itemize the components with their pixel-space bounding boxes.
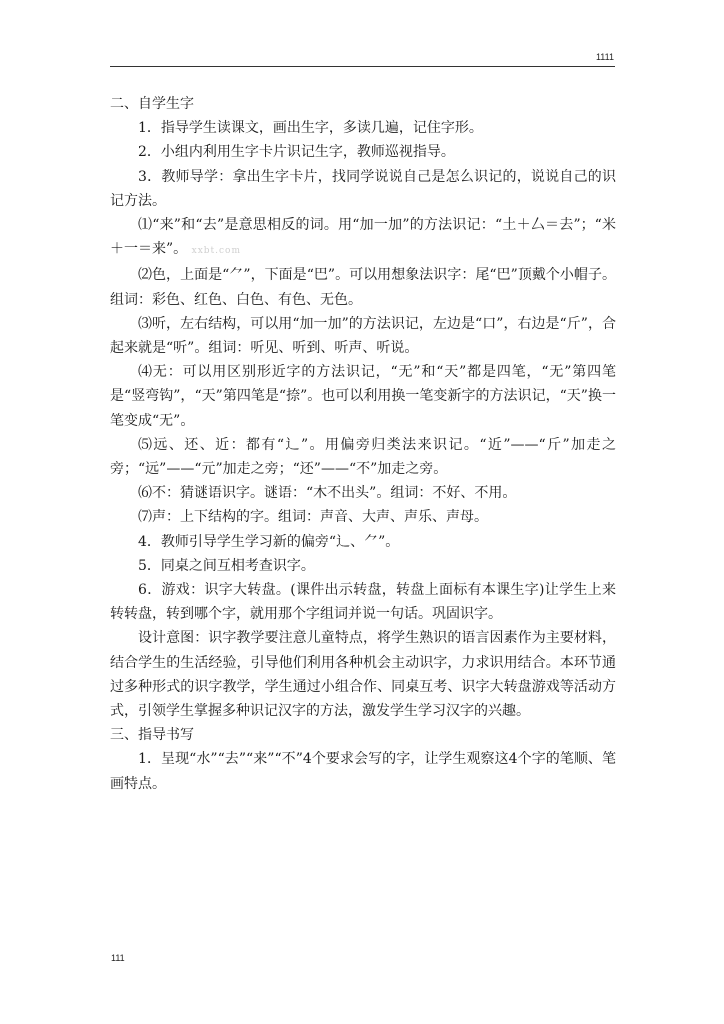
paragraph: 6．游戏：识字大转盘。(课件出示转盘，转盘上面标有本课生字)让学生上来转转盘，转到哪个字，就用那个字组词并说一句话。巩固识字。 (110, 582, 616, 623)
paragraph-text: ⑴“来”和“去”是意思相反的词。用“加一加”的方法识记：“土＋厶＝去”；“米＋一＝来”。 (110, 217, 616, 258)
section-heading: 三、指导书写 (110, 727, 194, 744)
design-intent-paragraph: 设计意图：识字教学要注意儿童特点，将学生熟识的语言因素作为主要材料，结合学生的生活经验，引导他们利用各种机会主动识字，力求识用结合。本环节通过多种形式的识字教学，学生通过小组合作、同桌互考、识字大转盘游戏等活动方式，引领学生掌握多种识记汉字的方法，激发学生学习汉字的兴趣。 (110, 630, 616, 720)
paragraph: 3．教师导学：拿出生字卡片，找同学说说自己是怎么识记的，说说自己的识记方法。 (110, 168, 616, 209)
paragraph: 2．小组内利用生字卡片识记生字，教师巡视指导。 (138, 144, 455, 161)
paragraph: ⑶听，左右结构，可以用“加一加”的方法识记，左边是“口”，右边是“斤”，合起来就是“听”。组词：听见、听到、听声、听说。 (110, 315, 616, 357)
paragraph: 4．教师引导学生学习新的偏旁“辶、⺈”。 (138, 533, 400, 550)
paragraph: ⑵色，上面是“⺈”，下面是“巴”。可以用想象法识字：尾“巴”顶戴个小帽子。组词：彩色、红色、白色、有色、无色。 (110, 267, 616, 308)
paragraph: 1．呈现“水”“去”“来”“不”4个要求会写的字，让学生观察这4个字的笔顺、笔画特点。 (110, 751, 616, 792)
paragraph: 5．同桌之间互相考查识字。 (138, 557, 315, 574)
document-body (110, 92, 616, 796)
footer-page-number: 111 (111, 953, 125, 963)
paragraph: ⑹不：猜谜语识字。谜语：“木不出头”。组词：不好、不用。 (138, 485, 517, 502)
watermark: xxbt.com (191, 246, 242, 257)
header-page-number: 1111 (595, 52, 614, 62)
paragraph: ⑺声：上下结构的字。组词：声音、大声、声乐、声母。 (138, 509, 488, 526)
section-heading: 二、自学生字 (110, 96, 194, 112)
paragraph: ⑷无：可以用区别形近字的方法识记，“无”和“天”都是四笔，“无”第四笔是“竖弯钩”，“天”第四笔是“捺”。也可以利用换一笔变新字的方法识记，“天”换一笔变成“无”。 (110, 364, 616, 429)
paragraph: 1．指导学生读课文，画出生字，多读几遍，记住字形。 (138, 120, 483, 137)
header-divider (110, 66, 615, 67)
paragraph: ⑸远、还、近：都有“辶”。用偏旁归类法来识记。“近”——“斤”加走之旁；“远”——“元”加走之旁；“还”——“不”加走之旁。 (110, 436, 616, 478)
paragraph-with-watermark (110, 213, 616, 263)
